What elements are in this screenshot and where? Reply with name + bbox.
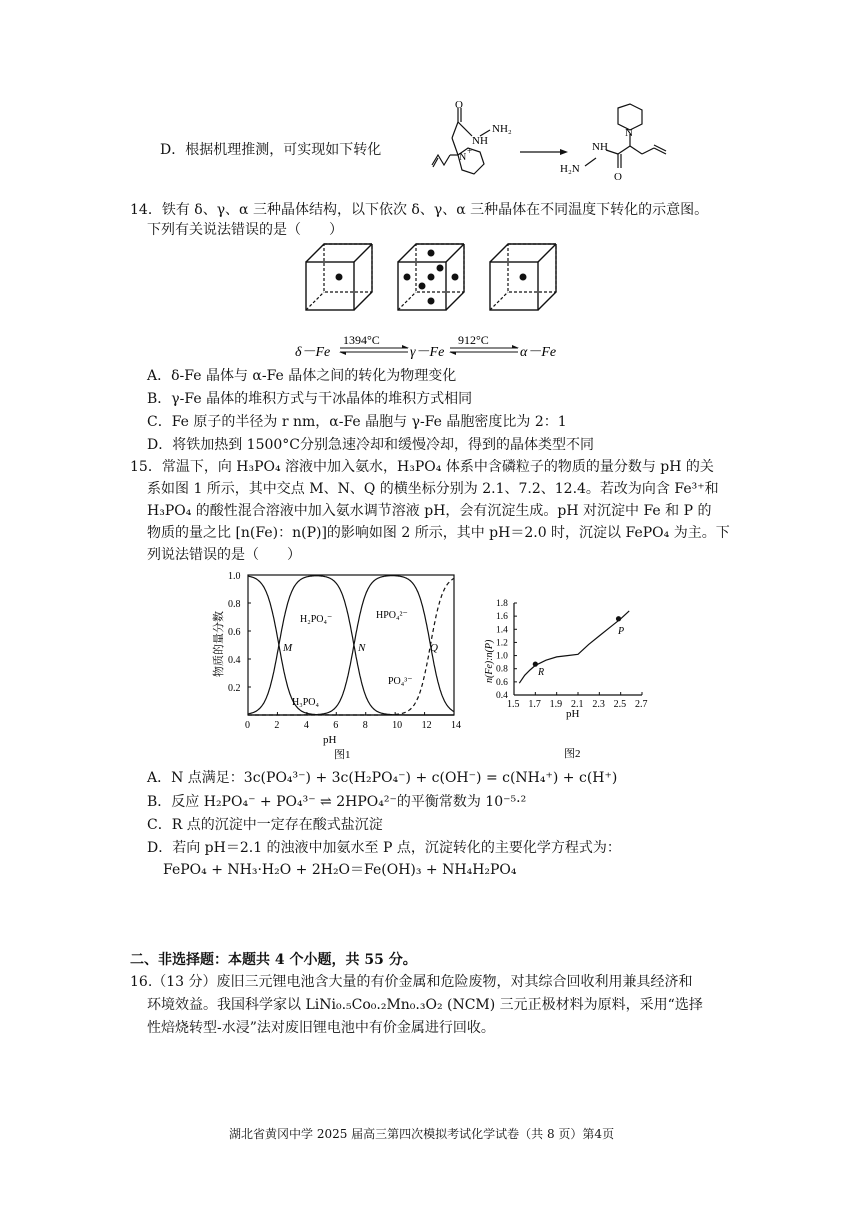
q15-stem-line3: H₃PO₄ 的酸性混合溶液中加入氨水调节溶液 pH，会有沉淀生成。pH 对沉淀中 Fe 和 P 的 [147, 503, 712, 519]
q15-option-c: C．R 点的沉淀中一定存在酸式盐沉淀 [147, 817, 383, 833]
crystal-cells-diagram [290, 238, 580, 368]
page-footer: 湖北省黄冈中学 2025 届高三第四次模拟考试化学试卷（共 8 页）第4页 [229, 1127, 615, 1141]
fig2-xtick-label: 2.3 [592, 699, 605, 710]
alpha-fe-cell [490, 244, 556, 310]
gamma-fe-label: γ－Fe [410, 345, 445, 360]
carbonyl-o: O [455, 100, 463, 111]
delta-fe-cell [306, 244, 372, 310]
fig2-xtick-label: 2.7 [635, 699, 648, 710]
q15-stem-line1: 15．常温下，向 H₃PO₄ 溶液中加入氨水，H₃PO₄ 体系中含磷粒子的物质的量分数与 pH 的关 [130, 459, 714, 475]
n-plus-label: N [459, 152, 467, 163]
figure-1-distribution-chart [200, 565, 470, 765]
fig1-ytick-label: 0.4 [228, 655, 241, 666]
fig2-point-p [616, 616, 621, 621]
point-n-label: N [358, 642, 366, 654]
fig2-point-r [533, 662, 538, 667]
fig2-xtick-label: 1.7 [528, 699, 541, 710]
point-r-label: R [538, 667, 545, 678]
point-q-label: Q [430, 642, 438, 654]
nh2-label: NH₂ [492, 123, 512, 135]
fig2-xtick-label: 2.5 [613, 699, 627, 710]
point-p-label: P [618, 626, 625, 637]
fig1-ytick-label: 1.0 [228, 571, 241, 582]
q16-line3: 性焙烧转型-水浸”法对废旧锂电池中有价金属进行回收。 [147, 1020, 495, 1036]
fig2-ylabel: n(Fe):n(P) [484, 639, 495, 683]
product-o-label: O [614, 171, 622, 183]
fig1-caption: 图1 [334, 749, 351, 761]
label-h3po4: H₃PO₄ [292, 697, 319, 708]
fig1-xtick-label: 4 [303, 720, 309, 731]
product-nh-label: NH [592, 141, 608, 153]
fig1-xtick-label: 6 [333, 720, 339, 731]
section-2-title: 二、非选择题：本题共 4 个小题，共 55 分。 [130, 952, 417, 968]
product-h2n-label: H₂N [560, 163, 580, 175]
delta-fe-label: δ－Fe [295, 345, 331, 360]
fig1-ytick-label: 0.6 [228, 627, 241, 638]
fig2-ytick-label: 1.0 [496, 651, 508, 662]
label-po4: PO₄³⁻ [388, 676, 413, 687]
q14-option-c: C．Fe 原子的半径为 r nm，α-Fe 晶胞与 γ-Fe 晶胞密度比为 2：1 [147, 414, 567, 430]
q15-option-b: B．反应 H₂PO₄⁻ + PO₄³⁻ ⇌ 2HPO₄²⁻的平衡常数为 10⁻⁵·² [147, 794, 527, 810]
fig2-ytick-label: 1.6 [496, 612, 508, 623]
fig2-ytick-label: 0.8 [496, 664, 508, 675]
fig2-xtick-label: 1.5 [507, 699, 520, 710]
q16-line2: 环境效益。我国科学家以 LiNi₀.₅Co₀.₂Mn₀.₃O₂ (NCM) 三元正极材料为原料，采用“选择 [147, 997, 703, 1013]
q13-option-d: D．根据机理推测，可实现如下转化 [160, 142, 382, 158]
label-h2po4: H₂PO₄⁻ [300, 614, 333, 625]
fig2-curve [519, 611, 629, 683]
fig2-ytick-label: 1.8 [496, 599, 508, 609]
gamma-fe-cell [398, 244, 464, 310]
fig1-xtick-label: 0 [245, 720, 250, 731]
fig2-xlabel: pH [566, 708, 580, 720]
q15-option-a: A．N 点满足：3c(PO₄³⁻) + 3c(H₂PO₄⁻) + c(OH⁻) = c(NH₄⁺) + c(H⁺) [147, 770, 618, 786]
fig1-xtick-label: 12 [421, 720, 432, 731]
q15-stem-line4: 物质的量之比 [n(Fe)：n(P)]的影响如图 2 所示，其中 pH＝2.0 时，沉淀以 FePO₄ 为主。下 [147, 525, 730, 541]
alpha-fe-label: α－Fe [520, 345, 557, 360]
q14-option-d: D．将铁加热到 1500°C分别急速冷却和缓慢冷却，得到的晶体类型不同 [147, 437, 595, 453]
q14-stem-line2: 下列有关说法错误的是（ ） [147, 222, 343, 238]
fig2-xtick-label: 2.1 [571, 699, 584, 710]
figure-2-ratio-chart [480, 595, 660, 765]
q16-line1: 16.（13 分）废旧三元锂电池含大量的有价金属和危险废物，对其综合回收利用兼具经济和 [130, 974, 693, 990]
q15-option-d-equation: FePO₄ + NH₃·H₂O + 2H₂O＝Fe(OH)₃ + NH₄H₂PO₄ [163, 862, 517, 878]
fig2-xtick-label: 1.9 [549, 699, 563, 710]
fig2-ytick-label: 1.4 [496, 625, 508, 636]
fig2-ytick-label: 0.4 [496, 691, 508, 701]
temp-1394: 1394°C [343, 333, 380, 347]
q14-option-b: B．γ-Fe 晶体的堆积方式与干冰晶体的堆积方式相同 [147, 391, 473, 407]
point-m-label: M [283, 642, 293, 654]
q14-stem-line1: 14．铁有 δ、γ、α 三种晶体结构，以下依次 δ、γ、α 三种晶体在不同温度下转化的示意图。 [130, 202, 709, 218]
q15-stem-line5: 列说法错误的是（ ） [147, 547, 301, 563]
fig1-xtick-label: 14 [451, 720, 461, 731]
product-n-label: N [625, 127, 633, 139]
product-structure [606, 104, 666, 168]
fig1-xtick-label: 10 [392, 720, 403, 731]
fig1-ytick-label: 0.8 [228, 599, 241, 610]
fig2-ytick-label: 0.6 [496, 677, 508, 688]
q14-option-a: A．δ-Fe 晶体与 α-Fe 晶体之间的转化为物理变化 [147, 368, 457, 384]
q15-stem-line2: 系如图 1 所示，其中交点 M、N、Q 的横坐标分别为 2.1、7.2、12.4。若改为向含 Fe³⁺和 [147, 481, 719, 497]
fig1-ylabel: 物质的量分数 [213, 611, 225, 677]
series-h2po4 [248, 576, 454, 715]
q15-option-d: D．若向 pH＝2.1 的浊液中加氨水至 P 点，沉淀转化的主要化学方程式为： [147, 840, 621, 856]
fig1-xtick-label: 8 [362, 720, 368, 731]
fig2-ytick-label: 1.2 [496, 638, 508, 649]
q13-reaction-scheme [420, 100, 690, 200]
fig1-xlabel: pH [323, 734, 337, 746]
plus-sign: + [467, 146, 473, 156]
fig2-caption: 图2 [564, 748, 581, 760]
nh-label: NH [472, 135, 488, 147]
fig1-xtick-label: 2 [274, 720, 280, 731]
label-hpo4: HPO₄²⁻ [376, 610, 408, 621]
fig1-ytick-label: 0.2 [228, 683, 241, 694]
temp-912: 912°C [458, 333, 489, 347]
